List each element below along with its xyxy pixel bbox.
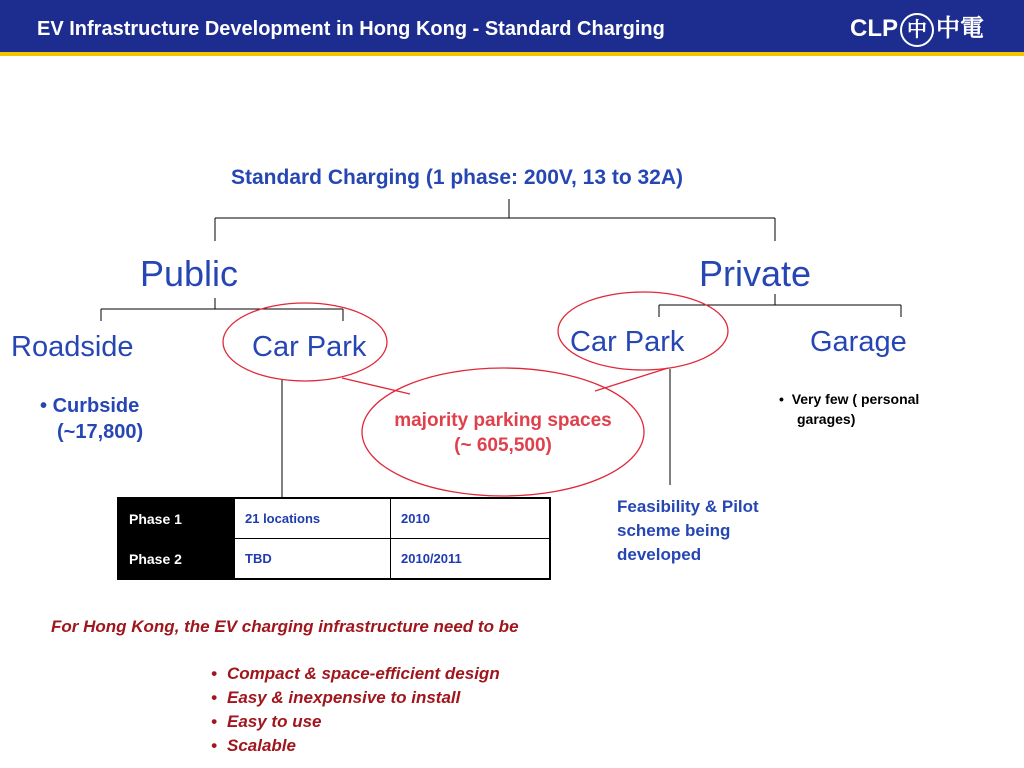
curbside-line1: Curbside: [52, 395, 140, 417]
phase-table: [117, 497, 551, 580]
list-item: • Compact & space-efficient design: [211, 662, 500, 686]
table-row: [118, 498, 550, 539]
link-private-carpark-majority: [595, 368, 668, 391]
phase-cell: Phase 1: [118, 498, 235, 539]
requirements-list: [211, 662, 500, 758]
link-public-carpark-majority: [342, 378, 410, 394]
roadside-node-label: Roadside: [11, 331, 134, 363]
curbside-line2: (~17,800): [57, 421, 144, 443]
majority-line1: majority parking spaces: [394, 410, 612, 431]
majority-note: [362, 408, 644, 458]
curbside-note: • Curbside (~17,800): [40, 395, 144, 443]
feasibility-line1: Feasibility & Pilot: [617, 497, 759, 516]
root-node-label: Standard Charging (1 phase: 200V, 13 to 32A): [231, 166, 684, 189]
logo-latin: CLP: [850, 15, 898, 42]
slide-title: EV Infrastructure Development in Hong Kong - Standard Charging: [37, 18, 665, 40]
locations-cell: 21 locations: [235, 498, 391, 539]
very-few-note: • Very few ( personal garages): [779, 391, 920, 427]
table-row: [118, 539, 550, 580]
garage-node-label: Garage: [810, 326, 907, 358]
public-car-park-label: Car Park: [252, 331, 367, 363]
majority-line2: (~ 605,500): [454, 435, 552, 456]
feasibility-line3: developed: [617, 545, 702, 564]
list-item: • Easy & inexpensive to install: [211, 686, 500, 710]
list-item: • Scalable: [211, 734, 500, 758]
year-cell: 2010/2011: [391, 539, 551, 580]
very-few-line2: garages): [797, 411, 856, 427]
private-node-label: Private: [699, 253, 812, 294]
requirements-intro: For Hong Kong, the EV charging infrastructure need to be: [51, 617, 519, 636]
feasibility-note: [617, 495, 759, 567]
logo-circle-icon: 中: [900, 13, 934, 47]
very-few-line1: Very few ( personal: [791, 391, 920, 407]
public-node-label: Public: [140, 253, 239, 294]
private-car-park-label: Car Park: [570, 326, 685, 358]
locations-cell: TBD: [235, 539, 391, 580]
feasibility-line2: scheme being: [617, 521, 731, 540]
year-cell: 2010: [391, 498, 551, 539]
list-item: • Easy to use: [211, 710, 500, 734]
phase-cell: Phase 2: [118, 539, 235, 580]
logo-chinese: 中電: [936, 15, 984, 42]
